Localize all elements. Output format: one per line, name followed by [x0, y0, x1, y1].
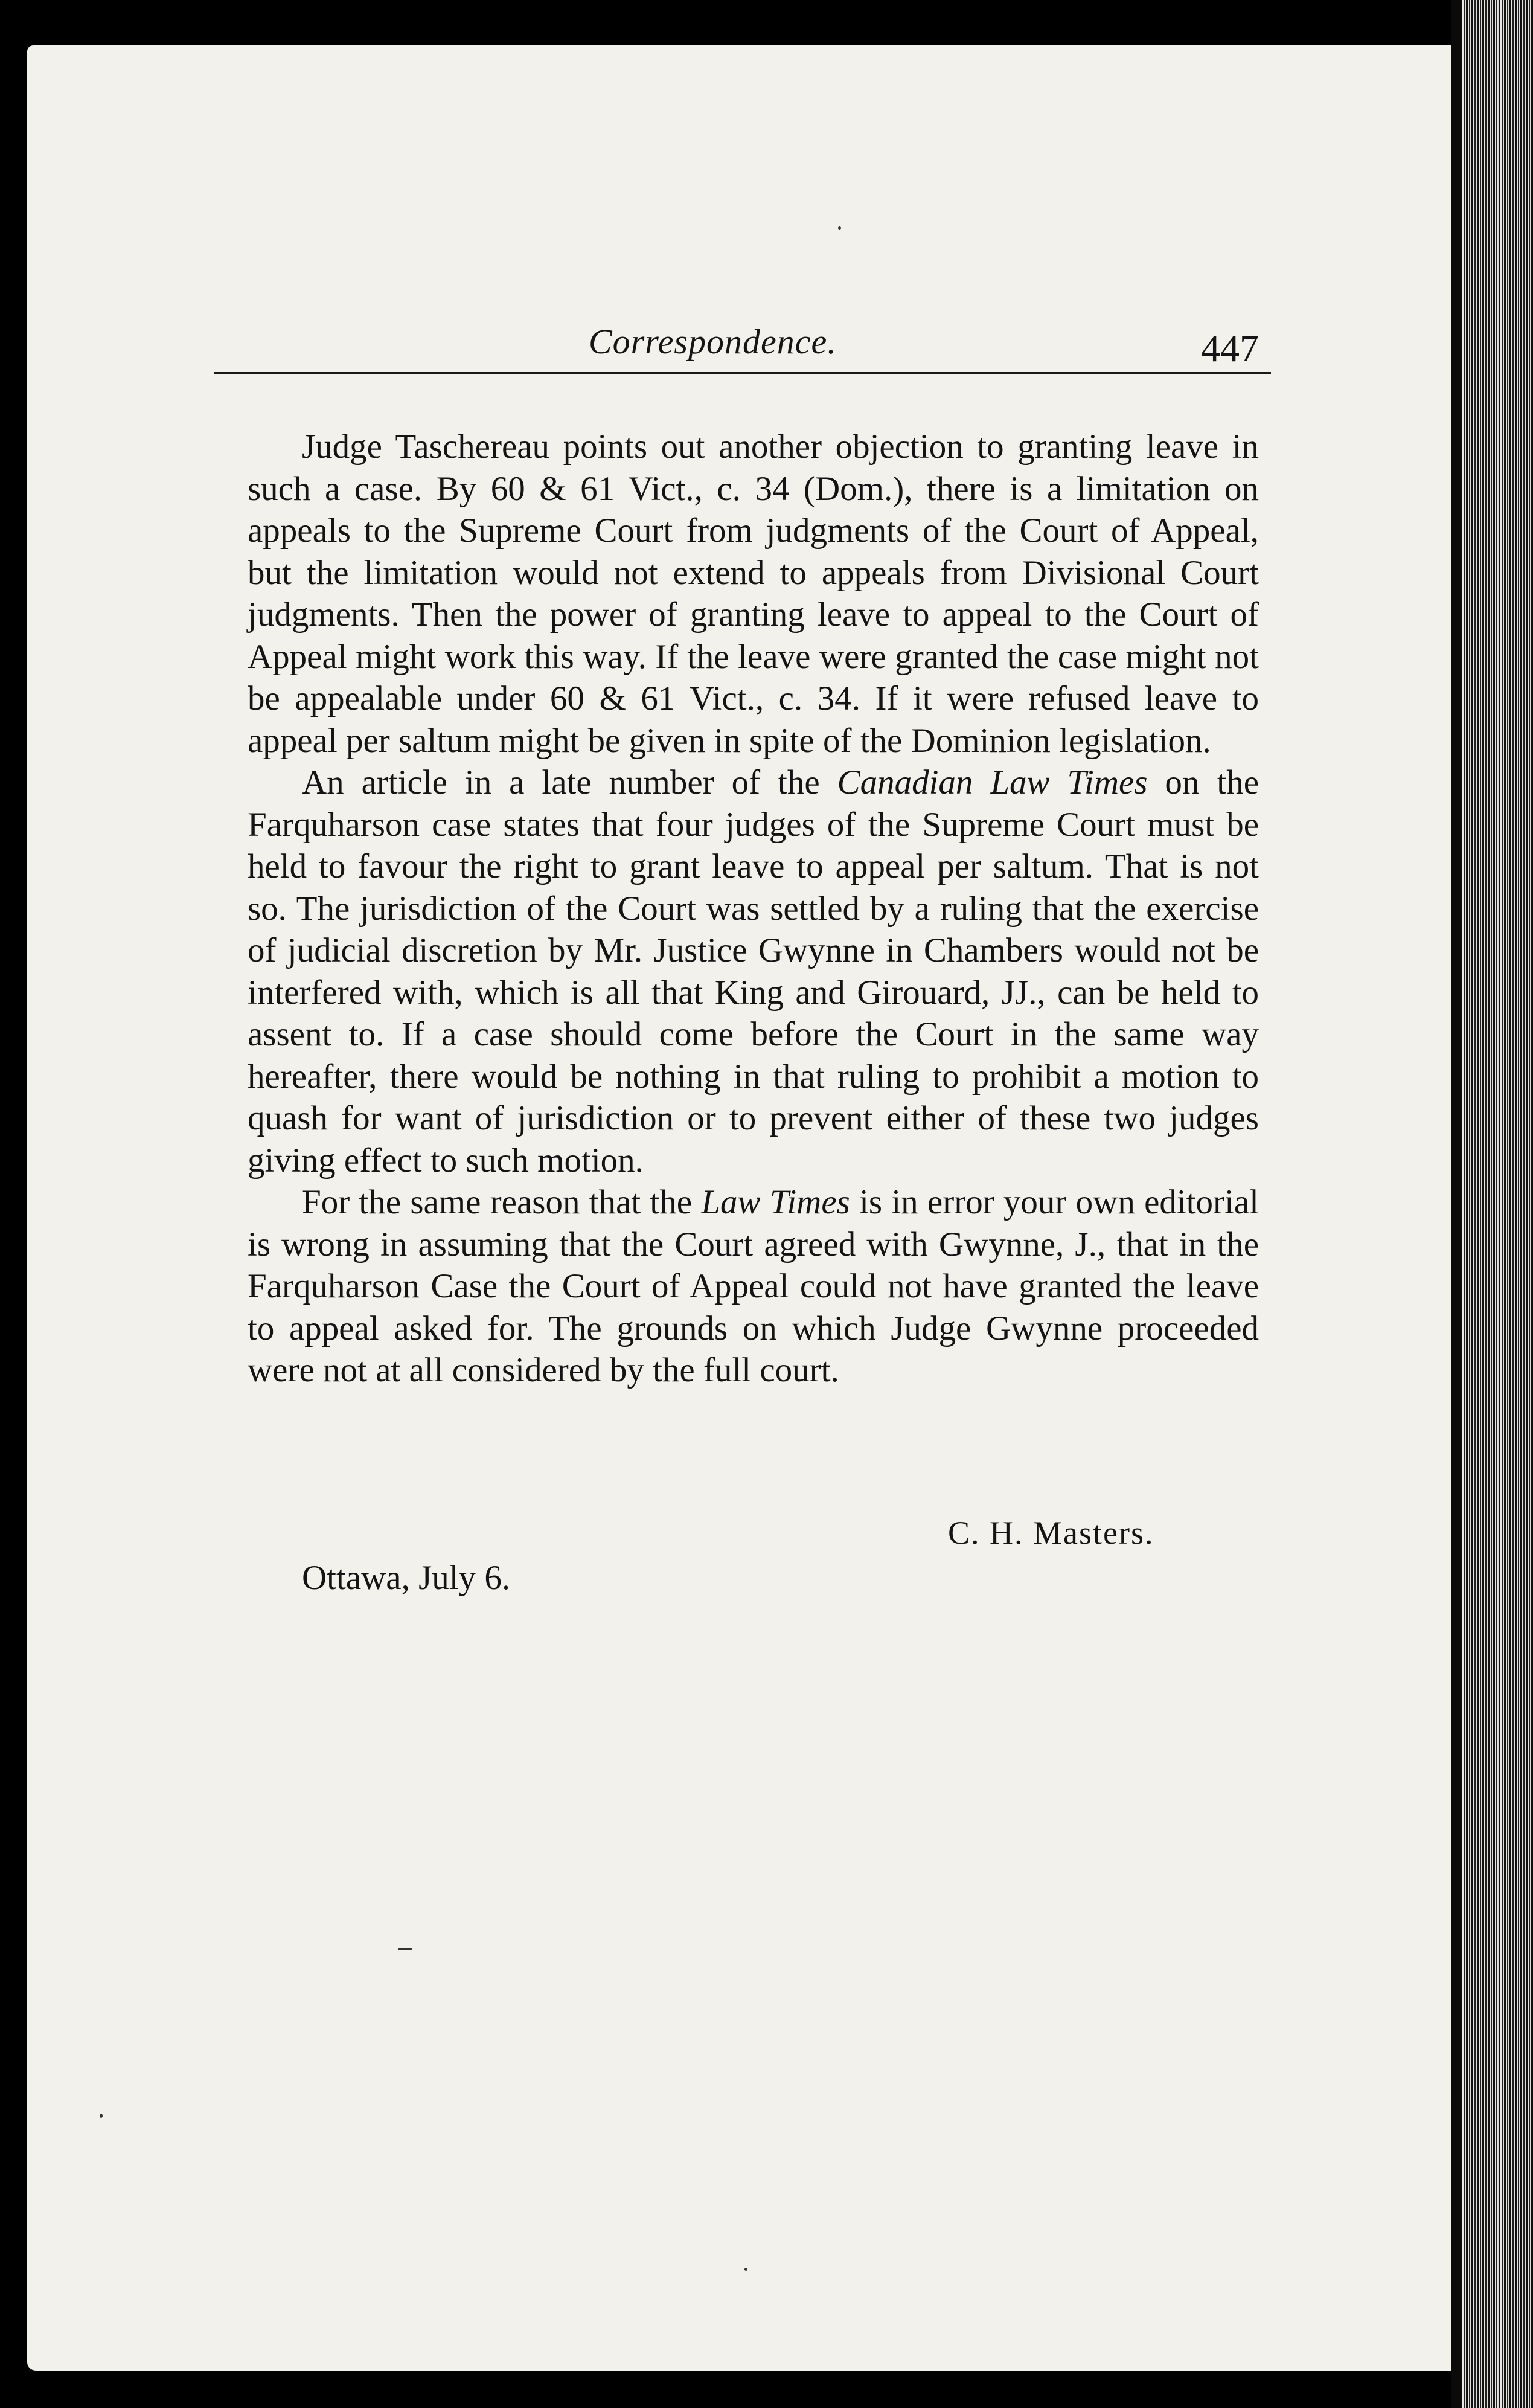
paragraph-2-publication-title: Canadian Law Times	[837, 763, 1148, 801]
book-page	[27, 45, 1461, 2371]
scan-speck	[100, 2114, 103, 2118]
paragraph-1	[248, 426, 1259, 762]
paragraph-3	[248, 1181, 1259, 1392]
paragraph-2-text-a: An article in a late number of the	[302, 763, 837, 801]
header-rule	[214, 372, 1271, 374]
paragraph-2	[248, 762, 1259, 1181]
signature: C. H. Masters.	[948, 1515, 1154, 1551]
paragraph-2-text-b: on the Farquharson case states that four judges of the Supreme Court must be held to favour the right to grant leave to appeal per saltum. That is not so. The jurisdiction of the Court was settled by a ruling that the exercise of judicial discretion by Mr. Justice Gwynne in Chambers would not be interfered with, which is all that King and Girouard, JJ., can be held to assent to. If a case should come before the Court in the same way hereafter, there would be nothing in that ruling to prohibit a motion to quash for want of jurisdiction or to prevent either of these two judges giving effect to such motion.	[248, 763, 1259, 1180]
paragraph-3-publication-title: Law Times	[701, 1183, 850, 1221]
scan-speck	[838, 226, 841, 230]
page-header	[214, 278, 1271, 368]
paragraph-3-text-a: For the same reason that the	[302, 1183, 702, 1221]
letter-body	[248, 426, 1259, 1392]
running-title: Correspondence.	[589, 322, 837, 361]
scan-speck	[398, 1948, 412, 1950]
dateline: Ottawa, July 6.	[302, 1559, 511, 1597]
scan-speck	[744, 2268, 747, 2271]
paragraph-1-text: Judge Taschereau points out another objection to granting leave in such a case. By 60 & 61 Vict., c. 34 (Dom.), there is a limitation on appeals to the Supreme Court from judgments of the Court of Appeal, but the limitation would not extend to appeals from Divisional Court judgments. Then the power of granting leave to appeal to the Court of Appeal might work this way. If the leave were granted the case might not be appealable under 60 & 61 Vict., c. 34. If it were refused leave to appeal per saltum might be given in spite of the Dominion legislation.	[248, 428, 1259, 760]
page-number: 447	[1201, 327, 1259, 370]
book-page-edges	[1461, 0, 1533, 2408]
paragraph-3-text-b: is in error your own editorial is wrong in assuming that the Court agreed with Gwynne, J., that in the Farquharson Case the Court of Appeal could not have granted the leave to appeal asked for. The grounds on which Judge Gwynne proceeded were not at all considered by the full court.	[248, 1183, 1259, 1389]
